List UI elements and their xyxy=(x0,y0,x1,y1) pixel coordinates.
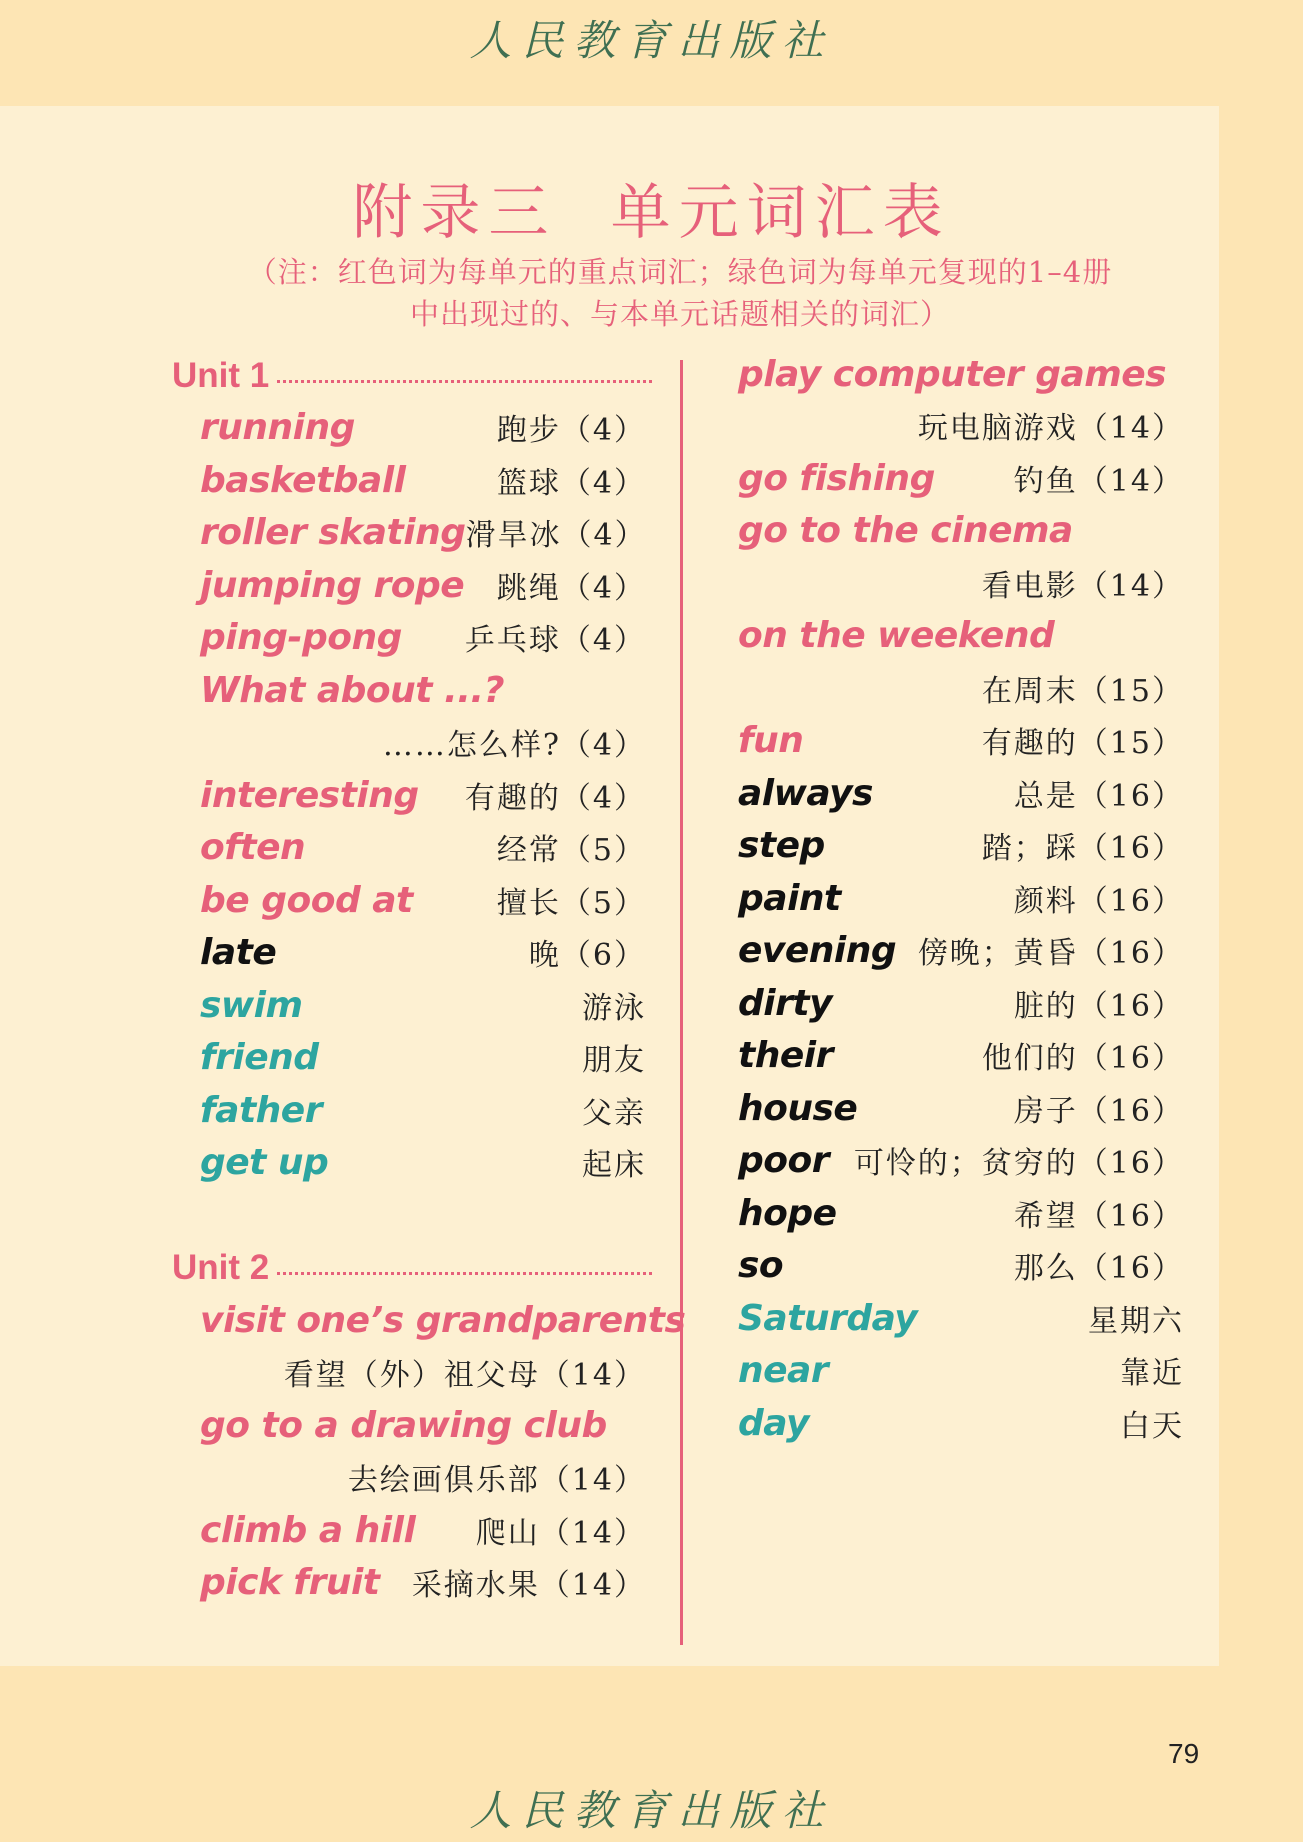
vocab-meaning: 有趣的（4） xyxy=(464,781,646,816)
vocab-line xyxy=(738,401,1184,449)
vocab-word: pick fruit xyxy=(200,1561,380,1603)
vocab-word: on the weekend xyxy=(738,614,1055,656)
vocab-line xyxy=(738,1189,1184,1237)
unit-1-heading xyxy=(172,356,652,396)
vocab-line xyxy=(200,981,646,1029)
vocab-meaning: 总是（16） xyxy=(1013,779,1184,814)
vocab-word: friend xyxy=(200,1036,319,1078)
vocab-meaning: 晚（6） xyxy=(528,938,646,973)
vocab-line xyxy=(738,716,1184,764)
vocab-word: ping-pong xyxy=(200,616,402,658)
vocab-meaning: 跑步（4） xyxy=(496,413,646,448)
vocab-meaning: 擅长（5） xyxy=(496,886,646,921)
vocab-line xyxy=(200,823,646,871)
vocab-line xyxy=(738,611,1184,659)
vocab-word: What about ...? xyxy=(200,669,504,711)
vocab-word: step xyxy=(738,824,825,866)
vocab-word: roller skating xyxy=(200,511,466,553)
vocab-line xyxy=(738,350,1184,398)
vocab-line xyxy=(200,403,646,451)
vocab-line xyxy=(738,1241,1184,1289)
vocab-meaning: 傍晚；黄昏（16） xyxy=(917,936,1184,971)
vocab-meaning: 去绘画俱乐部（14） xyxy=(347,1463,646,1498)
vocab-line xyxy=(200,1506,646,1554)
vocab-word: running xyxy=(200,406,355,448)
vocab-word: go fishing xyxy=(738,457,935,499)
vocab-line xyxy=(738,926,1184,974)
vocab-line xyxy=(738,979,1184,1027)
vocab-line xyxy=(200,561,646,609)
vocab-line xyxy=(200,1348,646,1396)
vocab-meaning: 白天 xyxy=(1120,1409,1184,1444)
vocab-line xyxy=(200,876,646,924)
vocab-word: often xyxy=(200,826,306,868)
vocab-meaning: 在周末（15） xyxy=(981,674,1184,709)
vocab-meaning: 玩电脑游戏（14） xyxy=(917,411,1184,446)
vocab-meaning: 靠近 xyxy=(1120,1356,1184,1391)
vocab-line xyxy=(200,718,646,766)
vocab-meaning: 朋友 xyxy=(582,1043,646,1078)
vocab-word: go to a drawing club xyxy=(200,1404,607,1446)
vocab-word: play computer games xyxy=(738,353,1167,395)
vocab-word: go to the cinema xyxy=(738,509,1073,551)
vocab-line xyxy=(738,1084,1184,1132)
vocab-meaning: 爬山（14） xyxy=(475,1516,646,1551)
vocab-word: swim xyxy=(200,984,303,1026)
vocab-meaning: 希望（16） xyxy=(1013,1199,1184,1234)
vocab-word: basketball xyxy=(200,459,406,501)
vocab-word: evening xyxy=(738,929,897,971)
unit-2-dotted-leader xyxy=(277,1272,652,1275)
vocab-meaning: 可怜的；贫穷的（16） xyxy=(853,1146,1184,1181)
vocab-meaning: 脏的（16） xyxy=(1013,989,1184,1024)
vocab-line xyxy=(200,666,646,714)
vocab-meaning: 起床 xyxy=(582,1148,646,1183)
vocab-line xyxy=(200,1401,646,1449)
vocab-meaning: 看电影（14） xyxy=(981,569,1184,604)
vocab-line xyxy=(738,1136,1184,1184)
vocab-line xyxy=(200,508,646,556)
vocab-line xyxy=(200,928,646,976)
vocab-meaning: 游泳 xyxy=(582,991,646,1026)
unit-2-label: Unit 2 xyxy=(172,1248,270,1287)
vocab-line xyxy=(200,771,646,819)
vocab-word: father xyxy=(200,1089,322,1131)
vocab-line xyxy=(200,1558,646,1606)
vocab-line xyxy=(738,874,1184,922)
vocab-line xyxy=(738,506,1184,554)
vocab-line xyxy=(200,1138,646,1186)
vocab-line xyxy=(200,1453,646,1501)
vocab-meaning: 经常（5） xyxy=(496,833,646,868)
vocab-word: Saturday xyxy=(738,1297,918,1339)
vocab-word: visit one’s grandparents xyxy=(200,1299,686,1341)
vocab-meaning: 他们的（16） xyxy=(981,1041,1184,1076)
vocab-word: paint xyxy=(738,877,841,919)
page-number: 79 xyxy=(1168,1738,1200,1769)
unit-2-heading xyxy=(172,1248,652,1288)
vocab-word: dirty xyxy=(738,982,833,1024)
vocab-word: late xyxy=(200,931,277,973)
vocab-line xyxy=(200,1033,646,1081)
publisher-watermark-top: 人民教育出版社 xyxy=(469,16,834,65)
vocab-word: day xyxy=(738,1402,809,1444)
vocab-meaning: 房子（16） xyxy=(1013,1094,1184,1129)
vocab-line xyxy=(200,1086,646,1134)
vocab-meaning: 篮球（4） xyxy=(496,466,646,501)
vocab-line xyxy=(200,613,646,661)
vocab-word: fun xyxy=(738,719,804,761)
vocab-line xyxy=(738,1031,1184,1079)
vocab-line xyxy=(738,821,1184,869)
vocab-meaning: 踏；踩（16） xyxy=(981,831,1184,866)
vocab-meaning: 采摘水果（14） xyxy=(411,1568,646,1603)
note-line-1: （注：红色词为每单元的重点词汇；绿色词为每单元复现的1–4册 xyxy=(247,255,1113,289)
vocab-meaning: 星期六 xyxy=(1088,1304,1184,1339)
vocab-word: get up xyxy=(200,1141,329,1183)
vocab-word: be good at xyxy=(200,879,413,921)
vocab-line xyxy=(738,664,1184,712)
vocab-meaning: 跳绳（4） xyxy=(496,571,646,606)
note-line-2: 中出现过的、与本单元话题相关的词汇） xyxy=(409,297,950,331)
vocab-line xyxy=(738,1294,1184,1342)
vocab-meaning: 乒乓球（4） xyxy=(464,623,646,658)
vocab-word: always xyxy=(738,772,873,814)
vocab-word: jumping rope xyxy=(200,564,465,606)
vocab-line xyxy=(738,559,1184,607)
vocab-meaning: 钓鱼（14） xyxy=(1013,464,1184,499)
vocab-meaning: 颜料（16） xyxy=(1013,884,1184,919)
vocab-meaning: 滑旱冰（4） xyxy=(465,518,647,553)
vocab-line xyxy=(738,1346,1184,1394)
vocab-meaning: 父亲 xyxy=(582,1096,646,1131)
vocab-line xyxy=(738,769,1184,817)
vocab-word: near xyxy=(738,1349,829,1391)
vocab-meaning: 那么（16） xyxy=(1013,1251,1184,1286)
vocab-word: house xyxy=(738,1087,858,1129)
vocab-word: their xyxy=(738,1034,833,1076)
vocab-word: climb a hill xyxy=(200,1509,416,1551)
vocab-line xyxy=(738,1399,1184,1447)
vocab-meaning: 看望（外）祖父母（14） xyxy=(283,1358,646,1393)
page-title: 附录三 单元词汇表 xyxy=(352,178,951,248)
vocab-line xyxy=(200,1296,686,1344)
vocab-line xyxy=(738,454,1184,502)
vocab-word: interesting xyxy=(200,774,419,816)
vocab-line xyxy=(200,456,646,504)
vocab-word: poor xyxy=(738,1139,829,1181)
vocab-meaning: ……怎么样?（4） xyxy=(382,728,646,763)
vocab-word: so xyxy=(738,1244,784,1286)
publisher-watermark-bottom: 人民教育出版社 xyxy=(469,1786,834,1835)
column-divider xyxy=(680,360,683,1645)
unit-1-label: Unit 1 xyxy=(172,356,270,395)
vocab-word: hope xyxy=(738,1192,837,1234)
unit-1-dotted-leader xyxy=(277,380,652,383)
vocab-meaning: 有趣的（15） xyxy=(981,726,1184,761)
